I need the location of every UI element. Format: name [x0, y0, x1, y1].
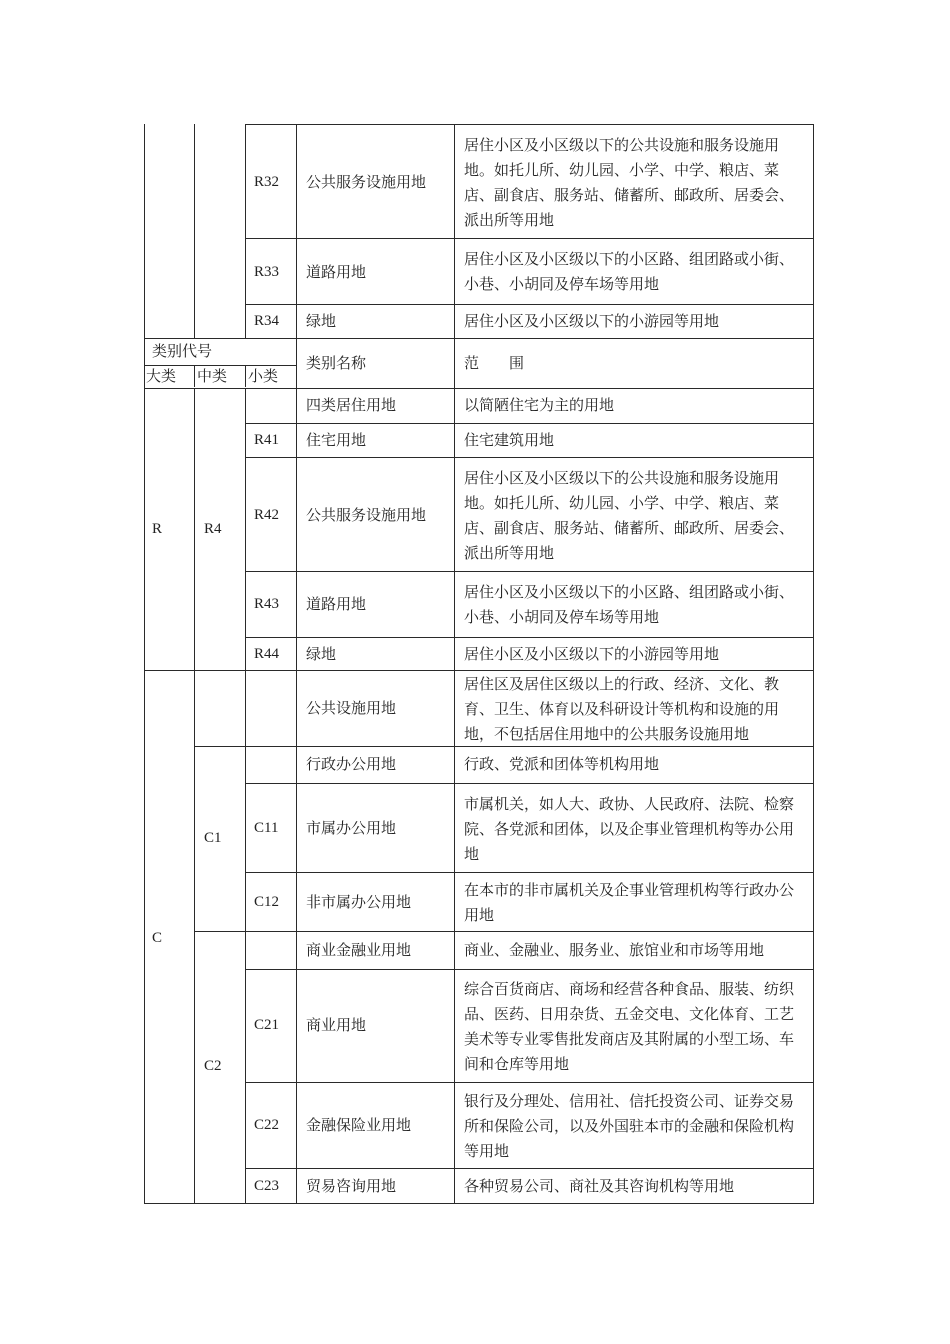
scope-text: 综合百货商店、商场和经营各种食品、服装、纺织品、医药、日用杂货、五金交电、文化体育、工艺美术等专业零售批发商店及其附属的小型工场、车间和仓库等用地 — [464, 980, 795, 1073]
scope-text: 住宅建筑用地 — [464, 431, 555, 449]
row-line — [245, 238, 814, 239]
category-name: 住宅用地 — [306, 431, 367, 449]
category-name: 道路用地 — [306, 595, 367, 613]
row-line — [245, 637, 814, 638]
row-line — [245, 423, 814, 424]
major-code: C — [152, 930, 163, 946]
scope-text: 以简陋住宅为主的用地 — [464, 396, 615, 414]
category-name: 金融保险业用地 — [306, 1116, 412, 1134]
scope-text: 银行及分理处、信用社、信托投资公司、证券交易所和保险公司，以及外国驻本市的金融和保险机构等用地 — [464, 1092, 795, 1160]
row-line — [245, 571, 814, 572]
scope-text: 居住小区及小区级以下的小游园等用地 — [464, 312, 720, 330]
scope-text: 在本市的非市属机关及企事业管理机构等行政办公用地 — [464, 881, 795, 924]
header-scope: 范 围 — [464, 354, 525, 372]
col-line-2 — [245, 124, 246, 338]
table-border-left — [144, 124, 145, 1204]
row-line — [245, 124, 814, 125]
category-name: 市属办公用地 — [306, 819, 397, 837]
minor-code: C11 — [254, 820, 279, 836]
table-border-right — [813, 124, 814, 1204]
scope-text: 居住小区及小区级以下的公共设施和服务设施用地。如托儿所、幼儿园、小学、中学、粮店、菜店、副食店、服务站、储蓄所、邮政所、居委会、派出所等用地 — [464, 469, 795, 562]
row-line — [245, 457, 814, 458]
row-line — [245, 1168, 814, 1169]
category-name: 非市属办公用地 — [306, 893, 412, 911]
row-line — [245, 872, 814, 873]
header-name: 类别名称 — [306, 354, 367, 372]
category-name: 贸易咨询用地 — [306, 1177, 397, 1195]
scope-text: 行政、党派和团体等机构用地 — [464, 755, 660, 773]
row-line — [194, 931, 814, 932]
col-line-1 — [194, 124, 195, 338]
scope-text: 居住小区及小区级以下的小游园等用地 — [464, 645, 720, 663]
minor-code: R34 — [254, 313, 280, 329]
major-code: R — [152, 521, 163, 537]
medium-code: C2 — [204, 1058, 222, 1074]
col-line-1c — [194, 388, 195, 1204]
scope-text: 居住小区及小区级以下的小区路、组团路或小街、小巷、小胡同及停车场等用地 — [464, 250, 795, 293]
row-line — [245, 783, 814, 784]
row-line — [245, 304, 814, 305]
category-name: 商业用地 — [306, 1016, 367, 1034]
minor-code: R32 — [254, 174, 280, 190]
minor-code: C21 — [254, 1017, 280, 1033]
scope-text: 居住区及居住区级以上的行政、经济、文化、教育、卫生、体育以及科研设计等机构和设施的用地，不包括居住用地中的公共服务设施用地 — [464, 675, 780, 743]
header-group-label: 类别代号 — [152, 342, 213, 360]
minor-code: R41 — [254, 432, 280, 448]
minor-code: C12 — [254, 894, 280, 910]
row-line — [245, 969, 814, 970]
scope-text: 市属机关，如人大、政协、人民政府、法院、检察院、各党派和团体，以及企事业管理机构等办公用地 — [464, 795, 795, 863]
minor-code: R33 — [254, 264, 280, 280]
col-line-3 — [296, 124, 297, 1204]
category-name: 公共设施用地 — [306, 699, 397, 717]
category-name: 绿地 — [306, 645, 337, 663]
scope-text: 各种贸易公司、商社及其咨询机构等用地 — [464, 1177, 735, 1195]
row-line — [144, 388, 814, 389]
table-border-bottom — [144, 1203, 814, 1204]
minor-code: R42 — [254, 507, 280, 523]
scope-text: 居住小区及小区级以下的小区路、组团路或小街、小巷、小胡同及停车场等用地 — [464, 583, 795, 626]
scope-text: 商业、金融业、服务业、旅馆业和市场等用地 — [464, 941, 765, 959]
minor-code: C22 — [254, 1117, 280, 1133]
header-minor: 小类 — [248, 367, 279, 385]
category-name: 四类居住用地 — [306, 396, 397, 414]
medium-code: R4 — [204, 521, 222, 537]
col-line-1b — [194, 365, 195, 387]
minor-code: R43 — [254, 596, 280, 612]
category-name: 行政办公用地 — [306, 755, 397, 773]
col-line-2b — [245, 365, 246, 387]
category-name: 道路用地 — [306, 263, 367, 281]
minor-code: R44 — [254, 646, 280, 662]
category-name: 公共服务设施用地 — [306, 173, 427, 191]
header-major: 大类 — [146, 367, 177, 385]
category-name: 绿地 — [306, 312, 337, 330]
scope-text: 居住小区及小区级以下的公共设施和服务设施用地。如托儿所、幼儿园、小学、中学、粮店、菜店、副食店、服务站、储蓄所、邮政所、居委会、派出所等用地 — [464, 136, 795, 229]
category-name: 公共服务设施用地 — [306, 506, 427, 524]
row-line — [144, 670, 814, 671]
row-line — [144, 338, 814, 339]
col-line-4 — [454, 124, 455, 1204]
minor-code: C23 — [254, 1178, 280, 1194]
category-name: 商业金融业用地 — [306, 941, 412, 959]
header-medium: 中类 — [197, 367, 228, 385]
row-line — [245, 1082, 814, 1083]
medium-code: C1 — [204, 830, 222, 846]
